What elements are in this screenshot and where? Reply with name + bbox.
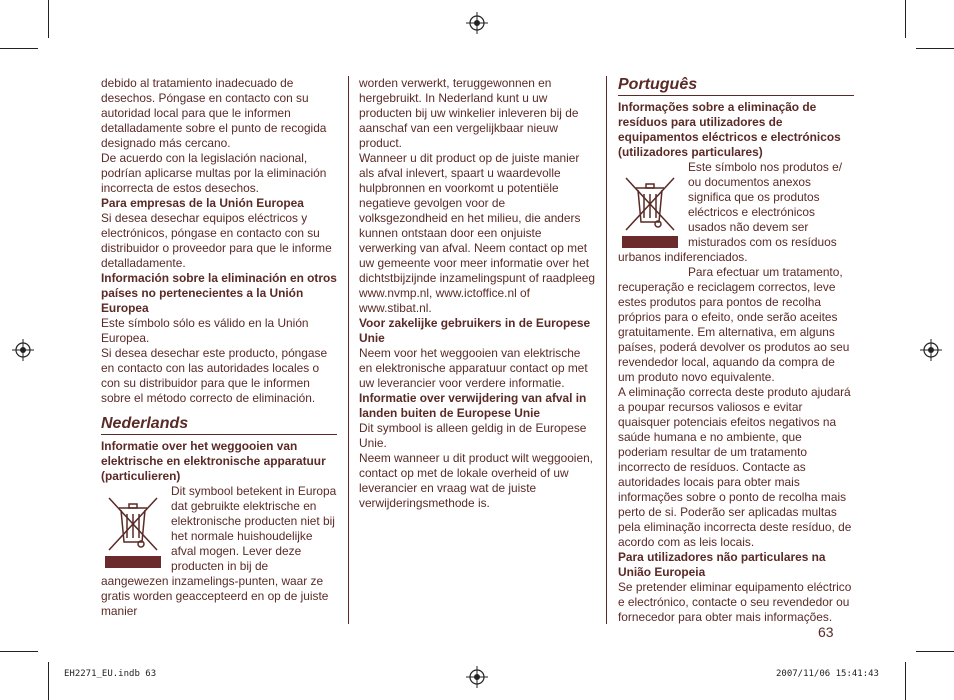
crop-mark xyxy=(905,662,906,700)
crop-mark xyxy=(0,48,38,49)
subheading: Para utilizadores não particulares na União Europeia xyxy=(618,550,826,579)
paragraph: A eliminação correcta deste produto ajudará a poupar recursos valiosos e evitar quaisquer potenciais efeitos negativos na saúde humana e no ambiente, que poderiam resultar de um tratamento incorrecto de resíduos. Contacte as autoridades locais para obter mais informações sobre o ponto de recolha mais perto de si. Poderão ser aplicadas multas pela eliminação incorrecta deste resíduo, de acordo com as leis locais. xyxy=(618,385,852,549)
registration-crosshair-icon xyxy=(920,339,942,361)
crop-mark xyxy=(916,651,954,652)
crop-mark xyxy=(48,0,49,38)
subheading: Informatie over het weggooien van elektrische en elektronische apparatuur (particulieren) xyxy=(101,439,326,483)
subheading: Voor zakelijke gebruikers in de Europese Unie xyxy=(359,316,591,345)
column-middle xyxy=(359,76,595,511)
crop-mark xyxy=(916,48,954,49)
paragraph: debido al tratamiento inadecuado de desechos. Póngase en contacto con su autoridad local para que le informen detalladamente sobre el punto de recogida designado más cercano. xyxy=(101,76,327,150)
registration-crosshair-icon xyxy=(12,339,34,361)
paragraph: worden verwerkt, teruggewonnen en hergebruikt. In Nederland kunt u uw producten bij uw winkelier inleveren bij de aanschaf van een vergelijkbaar nieuw product. xyxy=(359,76,579,150)
subheading: Información sobre la eliminación en otros países no pertenecientes a la Unión Europea xyxy=(101,271,337,315)
paragraph: Para efectuar um tratamento, recuperação e reciclagem correctos, leve estes produtos para pontos de recolha próprios para o efeito, onde serão aceites gratuitamente. Em alternativa, em alguns países, poderá devolver os produtos ao seu revendedor local, aquando da compra de um produto novo equivalente. xyxy=(618,265,850,384)
crop-mark xyxy=(48,662,49,700)
column-divider xyxy=(606,76,607,624)
crop-mark xyxy=(0,651,38,652)
paragraph: Si desea desechar equipos eléctricos y electrónicos, póngase en contacto con su distribuidor o proveedor para que le informe detalladamente. xyxy=(101,211,332,270)
column-right xyxy=(618,76,854,625)
crop-mark xyxy=(905,0,906,38)
section-title-nederlands: Nederlands xyxy=(101,415,337,435)
column-divider xyxy=(348,76,349,624)
paragraph: Wanneer u dit product op de juiste manier als afval inlevert, spaart u waardevolle hulpbronnen en voorkomt u potentiële negatieve gevolgen voor de volksgezondheid en het milieu, die anders kunnen ontstaan door een onjuiste verwerking van afval. Neem contact op met uw gemeente voor meer informatie over het dichtstbijzijnde inzamelingspunt of raadpleeg www.nvmp.nl, www.ictoffice.nl of www.stibat.nl. xyxy=(359,151,595,315)
subheading: Informatie over verwijdering van afval in landen buiten de Europese Unie xyxy=(359,391,587,420)
page-number: 63 xyxy=(818,624,834,640)
paragraph: Neem wanneer u dit product wilt weggooien, contact op met de lokale overheid of uw leverancier en vraag wat de juiste verwijderingsmethode is. xyxy=(359,451,593,510)
paragraph: Si desea desechar este producto, póngase en contacto con las autoridades locales o con su distribuidor para que le informen sobre el método correcto de eliminación. xyxy=(101,346,328,405)
registration-crosshair-icon xyxy=(466,12,488,34)
footer-file: EH2271_EU.indb 63 xyxy=(64,669,157,679)
paragraph: Dit symbool is alleen geldig in de Europese Unie. xyxy=(359,421,587,450)
weee-crossed-bin-icon xyxy=(101,486,165,570)
paragraph: De acuerdo con la legislación nacional, podrían aplicarse multas por la eliminación incorrecta de estos desechos. xyxy=(101,151,327,195)
registration-crosshair-icon xyxy=(466,666,488,688)
footer-datetime: 2007/11/06 15:41:43 xyxy=(776,669,879,679)
column-left xyxy=(101,76,337,619)
paragraph: Este símbolo nos produtos e/ ou documentos anexos significa que os produtos eléctricos e electrónicos usados não devem ser misturados com os resíduos urbanos indiferenciados. xyxy=(618,160,843,264)
section-title-portugues: Português xyxy=(618,76,854,96)
paragraph: Este símbolo sólo es válido en la Unión Europea. xyxy=(101,316,309,345)
paragraph: Dit symbool betekent in Europa dat gebruikte elektrische en elektronische producten niet bij het normale huishoudelijke afval mogen. Lever deze producten in bij de aangewezen inzamelings-punten, waar ze gratis worden geaccepteerd en op de juiste manier xyxy=(101,484,337,618)
subheading: Para empresas de la Unión Europea xyxy=(101,196,304,210)
paragraph: Se pretender eliminar equipamento eléctrico e electrónico, contacte o seu revendedor ou fornecedor para obter mais informações. xyxy=(618,580,852,624)
weee-crossed-bin-icon xyxy=(618,166,682,250)
paragraph: Neem voor het weggooien van elektrische en elektronische apparatuur contact op met uw leverancier voor verdere informatie. xyxy=(359,346,588,390)
subheading: Informações sobre a eliminação de resíduos para utilizadores de equipamentos eléctricos e electrónicos (utilizadores particulares) xyxy=(618,100,841,159)
